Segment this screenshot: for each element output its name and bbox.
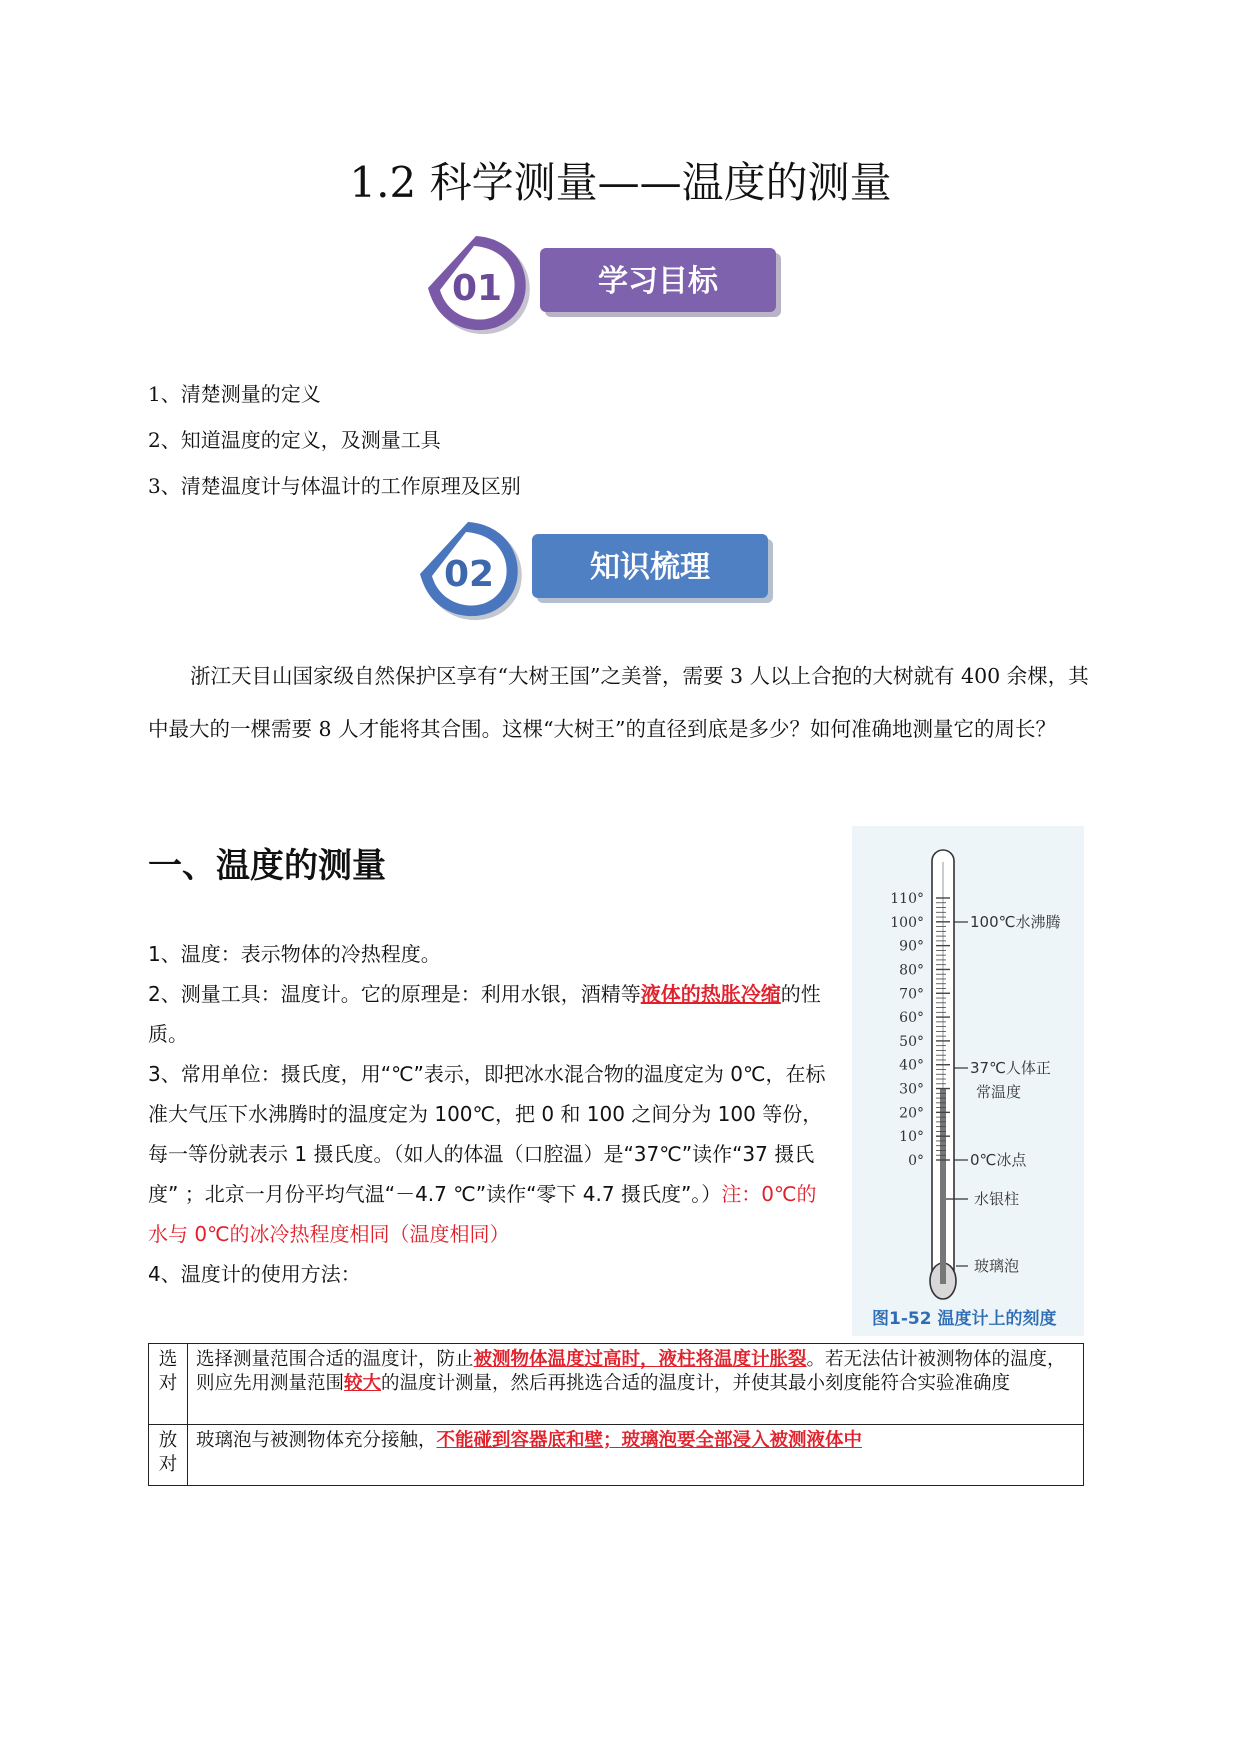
table-key-cell: 选对 bbox=[149, 1344, 188, 1425]
usage-table bbox=[148, 1343, 1084, 1486]
scale-label: 80° bbox=[899, 962, 924, 979]
scale-label: 100° bbox=[890, 914, 924, 931]
objective-item: 3、清楚温度计与体温计的工作原理及区别 bbox=[148, 474, 521, 498]
scale-label: 60° bbox=[899, 1010, 924, 1027]
scale-label: 0° bbox=[908, 1153, 924, 1169]
body-item-1: 1、温度：表示物体的冷热程度。 bbox=[148, 942, 441, 966]
highlight-text: 液体的热胀冷缩 bbox=[640, 982, 781, 1006]
section-badge-knowledge bbox=[416, 518, 836, 628]
scale-label: 70° bbox=[899, 986, 924, 1003]
badge-label: 知识梳理 bbox=[590, 550, 710, 585]
annotation-boil: 100℃水沸腾 bbox=[970, 913, 1061, 931]
table-value-cell: 玻璃泡与被测物体充分接触，不能碰到容器底和壁；玻璃泡要全部浸入被测液体中 bbox=[188, 1425, 1084, 1486]
note-text: 注：0℃的水与 0℃的冰冷热程度相同（温度相同） bbox=[148, 1182, 817, 1246]
scale-labels bbox=[890, 891, 924, 1169]
scale-label: 20° bbox=[899, 1105, 924, 1122]
scale-label: 30° bbox=[899, 1081, 924, 1098]
badge-number: 02 bbox=[443, 554, 495, 595]
badge-label: 学习目标 bbox=[598, 264, 718, 299]
body-item-2: 2、测量工具：温度计。它的原理是：利用水银，酒精等液体的热胀冷缩的性质。 bbox=[148, 982, 821, 1046]
annotation-body: 37℃人体正 bbox=[970, 1059, 1051, 1077]
section-body bbox=[148, 934, 828, 1294]
table-row bbox=[149, 1425, 1084, 1486]
scale-label: 90° bbox=[899, 938, 924, 955]
section-badge-objectives bbox=[424, 232, 844, 342]
body-item-4: 4、温度计的使用方法： bbox=[148, 1262, 361, 1286]
objective-item: 2、知道温度的定义，及测量工具 bbox=[148, 428, 441, 452]
figure-caption: 图1-52 温度计上的刻度 bbox=[872, 1309, 1057, 1329]
table-key-cell: 放对 bbox=[149, 1425, 188, 1486]
body-item-3: 3、常用单位：摄氏度，用“℃”表示，即把冰水混合物的温度定为 0℃，在标准大气压下水沸腾时的温度定为 100℃，把 0 和 100 之间分为 100 等份，每一等份就表示 1 摄氏度。（如人的体温（口腔温）是“37℃”读作“37 摄氏度” ；北京一月份平均气温“－4.7 ℃”读作“零下 4.7 摄氏度”。）注：0℃的水与 0℃的冰冷热程度相同（温度相同） bbox=[148, 1062, 826, 1246]
annotation-bulb: 玻璃泡 bbox=[974, 1257, 1020, 1275]
annotation-body: 常温度 bbox=[976, 1083, 1022, 1101]
scale-label: 40° bbox=[899, 1057, 924, 1074]
scale-label: 110° bbox=[890, 891, 924, 907]
scale-label: 10° bbox=[899, 1129, 924, 1146]
table-row bbox=[149, 1344, 1084, 1425]
badge-number: 01 bbox=[451, 268, 503, 309]
table-value-cell: 选择测量范围合适的温度计，防止被测物体温度过高时，液柱将温度计胀裂。若无法估计被测物体的温度，则应先用测量范围较大的温度计测量，然后再挑选合适的温度计，并使其最小刻度能符合实验准确度 bbox=[188, 1344, 1084, 1425]
scale-label: 50° bbox=[899, 1033, 924, 1050]
annotation-ice: 0℃冰点 bbox=[970, 1151, 1027, 1169]
intro-paragraph: 浙江天目山国家级自然保护区享有“大树王国”之美誉，需要 3 人以上合抱的大树就有 400 余棵，其中最大的一棵需要 8 人才能将其合围。这棵“大树王”的直径到底是多少？如何准确地测量它的周长？ bbox=[148, 664, 1089, 741]
section-heading: 一、温度的测量 bbox=[148, 846, 386, 886]
annotation-mercury: 水银柱 bbox=[974, 1190, 1020, 1208]
objective-item: 1、清楚测量的定义 bbox=[148, 382, 321, 406]
thermometer-figure bbox=[852, 826, 1084, 1336]
page-title: 1.2 科学测量——温度的测量 bbox=[349, 158, 892, 207]
